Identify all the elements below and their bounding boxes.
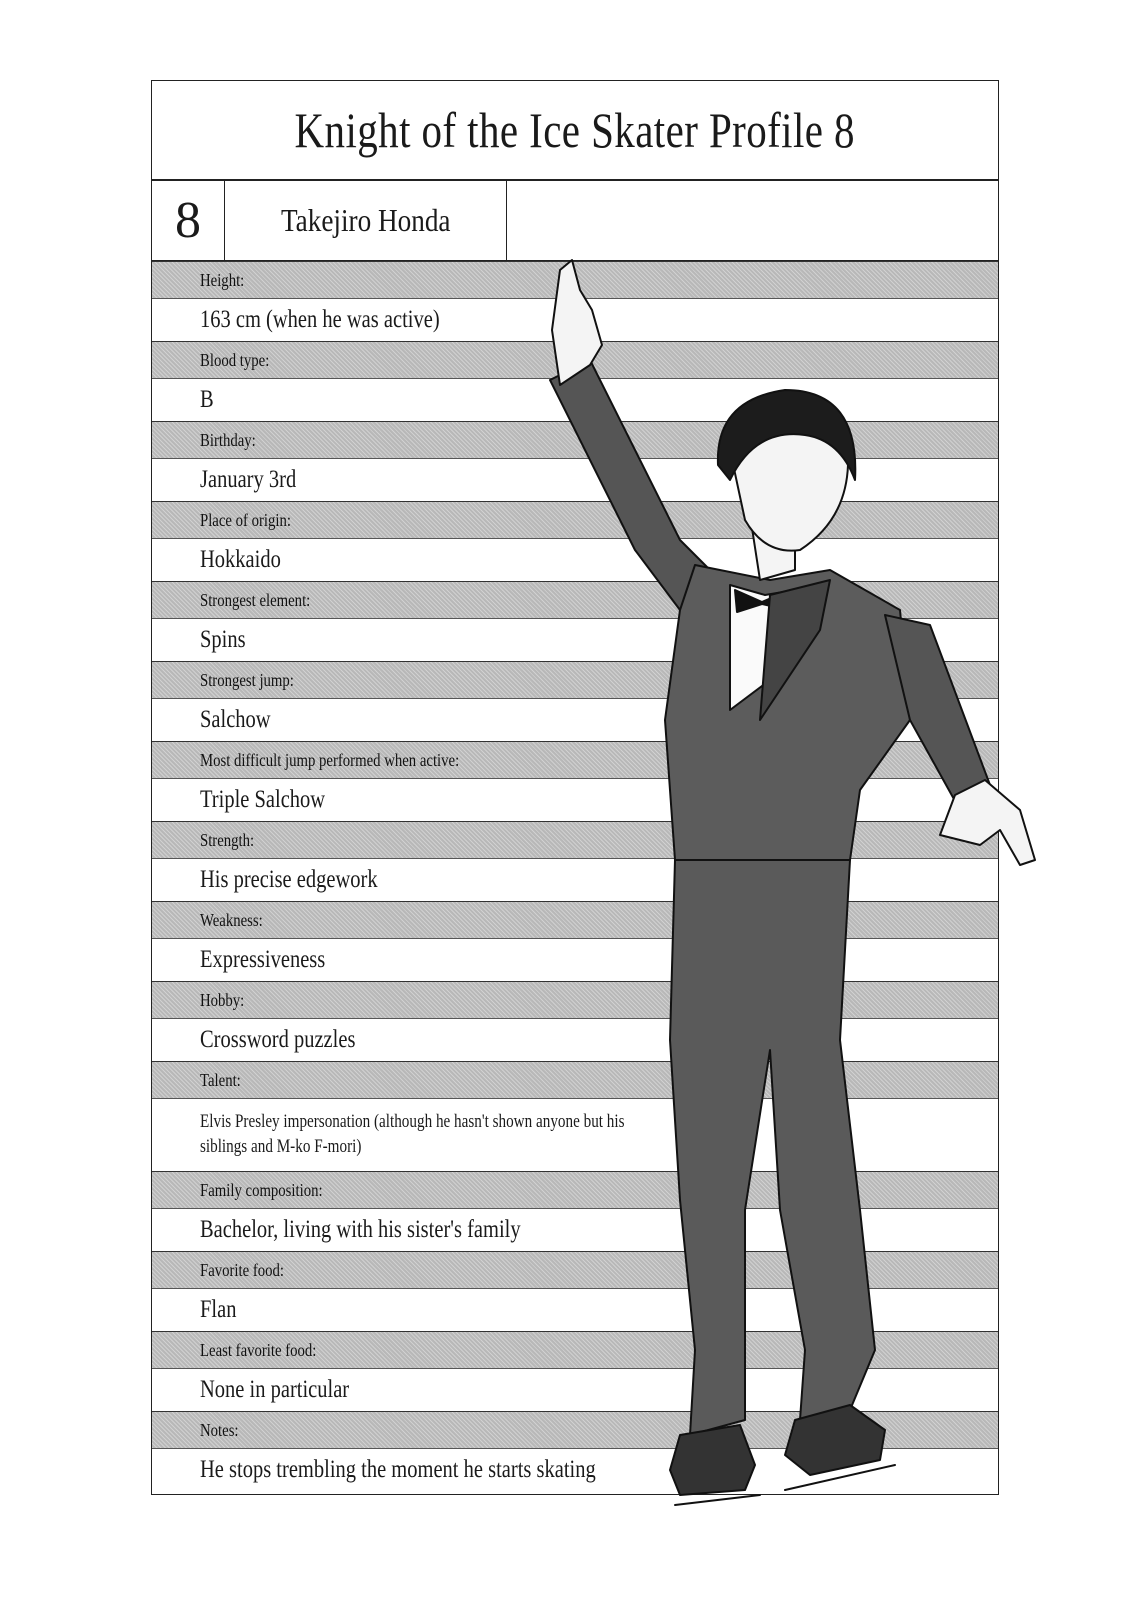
field-label: Place of origin:	[200, 509, 292, 530]
field-label: Least favorite food:	[200, 1339, 317, 1360]
field-label: Family composition:	[200, 1179, 323, 1200]
profile-number: 8	[152, 181, 225, 260]
field-value: Bachelor, living with his sister's family	[200, 1216, 521, 1243]
field-value: His precise edgework	[200, 866, 378, 893]
field-label: Strongest element:	[200, 589, 311, 610]
field-value: Hokkaido	[200, 546, 281, 573]
field-label: Height:	[200, 269, 245, 290]
character-name: Takejiro Honda	[280, 202, 451, 238]
field-value: None in particular	[200, 1376, 350, 1403]
field-label: Strength:	[200, 829, 255, 850]
field-value: Flan	[200, 1296, 237, 1323]
field-value: Elvis Presley impersonation (although he hasn't shown anyone but his siblings and M-ko F-mori)	[200, 1112, 625, 1157]
field-label: Weakness:	[200, 909, 263, 930]
field-label: Blood type:	[200, 349, 270, 370]
skater-illustration	[530, 250, 1050, 1550]
name-row	[152, 181, 998, 261]
field-value: January 3rd	[200, 466, 297, 493]
field-value: Salchow	[200, 706, 271, 733]
field-label: Favorite food:	[200, 1259, 285, 1280]
field-value: Triple Salchow	[200, 786, 326, 813]
field-value: B	[200, 386, 214, 413]
field-value: Expressiveness	[200, 946, 326, 973]
field-label: Notes:	[200, 1419, 239, 1440]
page-title: Knight of the Ice Skater Profile 8	[294, 102, 856, 158]
field-value: Crossword puzzles	[200, 1026, 356, 1053]
field-value: He stops trembling the moment he starts skating	[200, 1456, 596, 1483]
field-label: Talent:	[200, 1069, 241, 1090]
page-title-box	[152, 81, 998, 181]
field-label: Birthday:	[200, 429, 256, 450]
field-label: Hobby:	[200, 989, 245, 1010]
field-label: Strongest jump:	[200, 669, 294, 690]
name-cell	[225, 181, 507, 260]
field-label: Most difficult jump performed when active:	[200, 749, 460, 770]
field-value: 163 cm (when he was active)	[200, 306, 440, 333]
field-value: Spins	[200, 626, 246, 653]
